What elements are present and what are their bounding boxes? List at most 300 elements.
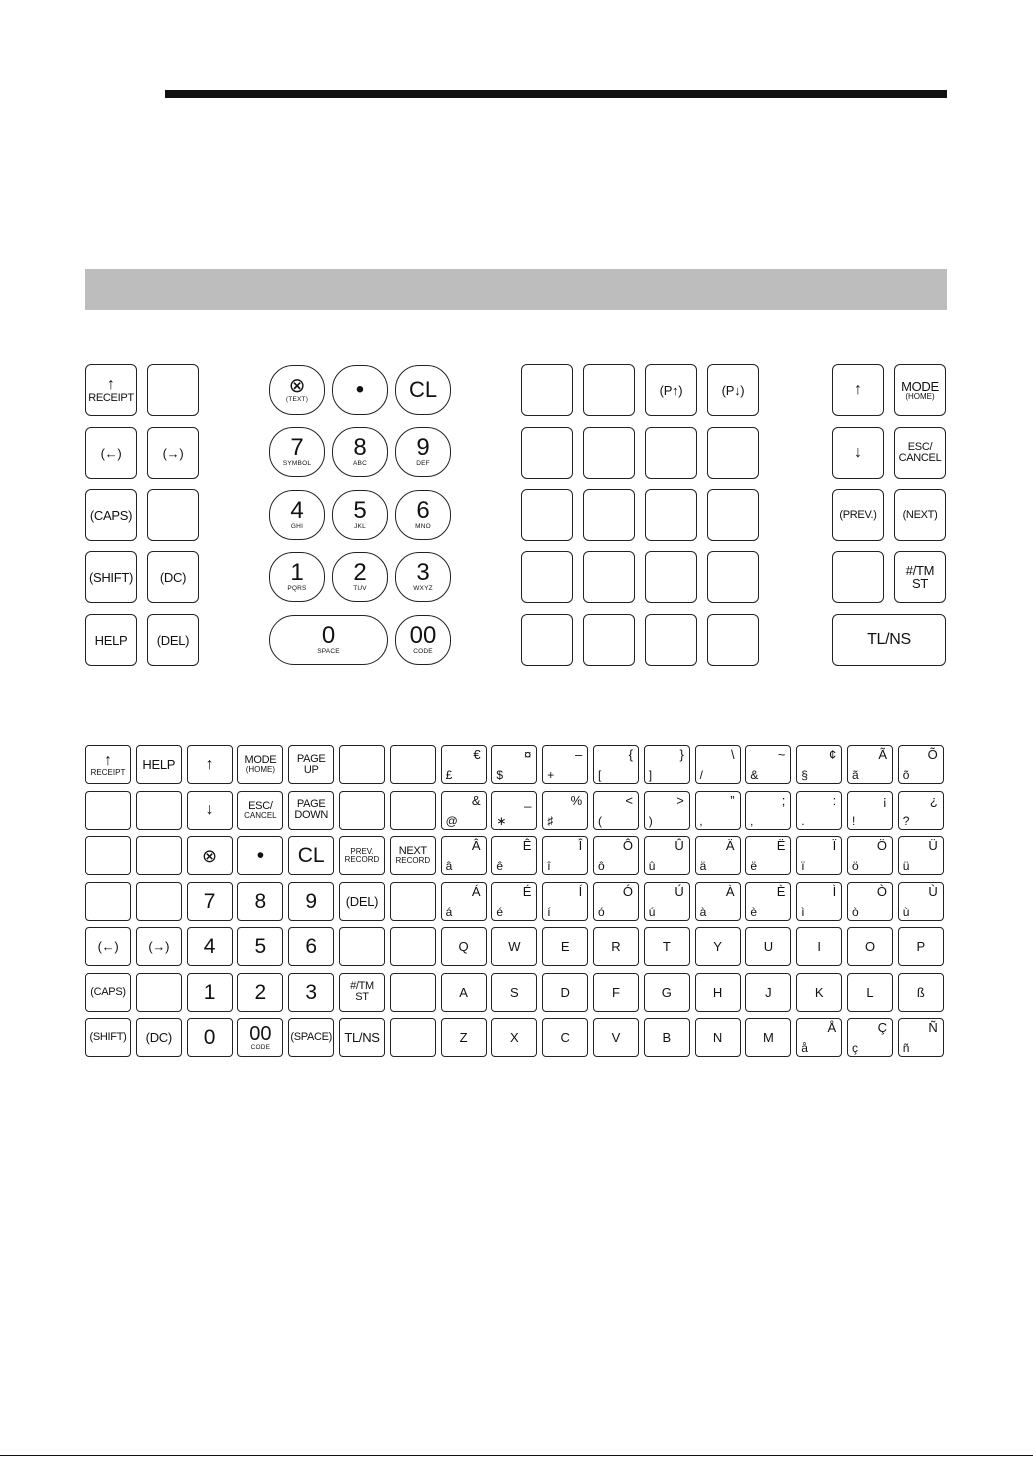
key-blank[interactable] — [390, 927, 436, 966]
key-lower-char: ç — [852, 1041, 858, 1055]
key-label: 3 — [305, 980, 318, 1004]
key-character[interactable] — [796, 791, 842, 830]
key-function[interactable] — [85, 927, 131, 966]
key-label: 00 — [249, 1022, 272, 1045]
key-blank[interactable] — [521, 364, 573, 416]
key-label: • — [256, 844, 265, 867]
key-label: PREV. — [350, 846, 374, 856]
key-lower-char: â — [445, 859, 453, 873]
key-character[interactable] — [593, 927, 639, 966]
key-character[interactable] — [644, 1018, 690, 1057]
key-character[interactable] — [745, 882, 791, 921]
key-blank[interactable] — [390, 882, 436, 921]
key-label: 4 — [203, 935, 216, 958]
key-character[interactable] — [898, 1018, 944, 1057]
key-function[interactable] — [288, 1018, 334, 1057]
key-character[interactable] — [745, 745, 791, 784]
circled-x-icon: ⊗ — [202, 845, 218, 866]
key-label: 7 — [203, 889, 216, 913]
key-character[interactable] — [644, 745, 690, 784]
key-blank[interactable] — [136, 791, 182, 830]
key-upper-char: Í — [578, 883, 583, 899]
key-character[interactable] — [441, 1018, 487, 1057]
key-character[interactable] — [491, 973, 537, 1012]
key-label: 8 — [254, 889, 267, 913]
key-character[interactable] — [847, 791, 893, 830]
key-function[interactable] — [288, 927, 334, 966]
key-function[interactable] — [187, 927, 233, 966]
key-blank[interactable] — [645, 614, 697, 666]
key-function[interactable] — [187, 745, 233, 784]
key-function[interactable] — [237, 745, 283, 784]
key-function[interactable] — [237, 973, 283, 1012]
key-blank[interactable] — [583, 427, 635, 479]
key-character[interactable] — [644, 836, 690, 875]
key-label: (→) — [148, 939, 170, 954]
key-letter: P — [916, 939, 926, 954]
key-blank[interactable] — [707, 427, 759, 479]
key-function[interactable] — [85, 1018, 131, 1057]
key-upper-char: Ô — [622, 838, 633, 853]
key-upper-char: Ç — [877, 1020, 887, 1035]
key-lower-char: í — [547, 904, 551, 919]
key-prev[interactable]: (PREV.) — [832, 489, 884, 541]
key-label: 5 — [254, 935, 267, 958]
key-blank[interactable] — [339, 745, 385, 784]
key-function[interactable] — [339, 973, 385, 1012]
key-5[interactable]: 5 JKL — [332, 490, 388, 540]
key-character[interactable] — [847, 882, 893, 921]
key-lower-char: @ — [445, 813, 458, 828]
key-blank[interactable] — [521, 551, 573, 603]
key-blank[interactable] — [85, 882, 131, 921]
key-upper-char: ” — [730, 792, 735, 808]
key-letter: G — [661, 984, 672, 1000]
key-dc[interactable]: (DC) — [147, 551, 199, 603]
key-function[interactable] — [187, 882, 233, 921]
key-blank[interactable] — [583, 364, 635, 416]
key-letter: R — [611, 939, 621, 954]
key-3[interactable]: 3 WXYZ — [395, 552, 451, 602]
key-character[interactable] — [695, 836, 741, 875]
key-tm-st[interactable]: #/TM ST — [894, 551, 946, 603]
key-upper-char: È — [776, 883, 786, 899]
key-character[interactable] — [593, 791, 639, 830]
key-lower-char: ñ — [902, 1041, 910, 1055]
key-character[interactable] — [898, 882, 944, 921]
key-blank[interactable] — [707, 614, 759, 666]
key-character[interactable] — [542, 836, 588, 875]
key-character[interactable] — [441, 973, 487, 1012]
key-character[interactable] — [695, 973, 741, 1012]
key-blank[interactable] — [390, 973, 436, 1012]
key-blank[interactable] — [85, 791, 131, 830]
key-function[interactable] — [390, 836, 436, 875]
up-arrow-icon: ↑ — [104, 751, 112, 769]
key-upper-char: Ò — [876, 883, 887, 899]
key-page[interactable] — [707, 364, 759, 416]
key-function[interactable] — [288, 791, 334, 830]
key-function[interactable] — [85, 973, 131, 1012]
key-upper-char: Å — [827, 1020, 837, 1035]
key-letter: Y — [713, 939, 722, 954]
key-upper-char: % — [570, 792, 583, 808]
key-1[interactable]: 1 PQRS — [269, 552, 325, 602]
key-character[interactable] — [745, 836, 791, 875]
key-function[interactable] — [187, 1018, 233, 1057]
key-left-arrow[interactable]: (←) — [85, 427, 137, 479]
key-lower-char: ) — [648, 813, 653, 828]
key-blank[interactable] — [136, 836, 182, 875]
key-lower-char: ü — [902, 859, 910, 873]
key-upper-char: } — [679, 747, 684, 762]
key-label: 2 — [254, 980, 267, 1004]
key-character[interactable] — [898, 791, 944, 830]
key-letter: M — [762, 1030, 774, 1045]
key-label: 9 — [305, 889, 318, 913]
key-character[interactable] — [796, 973, 842, 1012]
key-letter: E — [560, 939, 570, 954]
key-character[interactable] — [441, 882, 487, 921]
key-function[interactable] — [288, 882, 334, 921]
key-function[interactable] — [339, 1018, 385, 1057]
key-upper-char: ~ — [777, 747, 786, 762]
key-character[interactable] — [745, 791, 791, 830]
key-character[interactable] — [491, 791, 537, 830]
key-0[interactable]: 0 SPACE — [269, 615, 388, 665]
key-lower-char: ë — [750, 859, 758, 873]
section-band — [85, 269, 947, 310]
key-upper-char: – — [574, 747, 583, 762]
key-character[interactable] — [593, 1018, 639, 1057]
key-upper-char: € — [473, 747, 481, 762]
key-lower-char: ! — [852, 813, 856, 828]
key-blank[interactable] — [832, 551, 884, 603]
key-character[interactable] — [542, 927, 588, 966]
key-character[interactable] — [542, 1018, 588, 1057]
key-letter: D — [560, 984, 570, 1000]
key-character[interactable] — [796, 882, 842, 921]
key-character[interactable] — [796, 836, 842, 875]
key-character[interactable] — [542, 791, 588, 830]
key-letter: H — [712, 984, 723, 1000]
key-character[interactable] — [695, 791, 741, 830]
key-blank[interactable] — [339, 791, 385, 830]
key-upper-char: : — [832, 792, 837, 808]
key-character[interactable] — [898, 836, 944, 875]
key-lower-char: + — [547, 768, 555, 782]
key-character[interactable] — [796, 745, 842, 784]
key-sublabel: CANCEL — [244, 810, 277, 820]
key-upper-char: Õ — [927, 747, 938, 762]
key-lower-char: å — [801, 1041, 808, 1055]
key-cl[interactable]: CL — [395, 365, 451, 415]
key-lower-char: õ — [902, 768, 910, 782]
key-letter: S — [510, 984, 519, 1000]
key-character[interactable] — [898, 745, 944, 784]
key-character[interactable] — [441, 791, 487, 830]
key-lower-char: ò — [852, 904, 859, 919]
key-upper-char: Â — [471, 838, 481, 853]
key-blank[interactable] — [85, 836, 131, 875]
key-6[interactable]: 6 MNO — [395, 490, 451, 540]
key-next[interactable]: (NEXT) — [894, 489, 946, 541]
key-shift[interactable]: (SHIFT) — [85, 551, 137, 603]
key-7[interactable]: 7 SYMBOL — [269, 427, 325, 477]
key-function[interactable] — [288, 973, 334, 1012]
key-label: (SHIFT) — [89, 1031, 127, 1043]
key-caps[interactable]: (CAPS) — [85, 489, 137, 541]
key-lower-char: ã — [852, 768, 859, 782]
key-upper-char: Ó — [622, 883, 633, 899]
key-label: (SPACE) — [290, 1031, 333, 1043]
key-character[interactable] — [441, 927, 487, 966]
key-blank[interactable] — [583, 489, 635, 541]
key-sublabel: DOWN — [294, 809, 328, 821]
key-lower-char: [ — [598, 768, 602, 782]
key-tl-ns[interactable]: TL/NS — [832, 614, 946, 666]
key-lower-char: $ — [496, 768, 504, 782]
key-function[interactable] — [187, 973, 233, 1012]
key-upper-char: À — [725, 883, 735, 899]
key-blank[interactable] — [645, 551, 697, 603]
key-sublabel: (HOME) — [245, 765, 276, 774]
key-blank[interactable] — [521, 489, 573, 541]
key-upper-char: Ö — [876, 838, 887, 853]
key-character[interactable] — [745, 973, 791, 1012]
key-lower-char: £ — [445, 768, 453, 782]
key-blank[interactable] — [521, 427, 573, 479]
key-lower-char: ì — [801, 904, 805, 919]
key-lower-char: § — [801, 768, 808, 782]
key-2[interactable]: 2 TUV — [332, 552, 388, 602]
key-decimal-point[interactable]: • — [332, 365, 388, 415]
key-function[interactable] — [187, 791, 233, 830]
key-function[interactable] — [288, 836, 334, 875]
key-label: 0 — [203, 1026, 216, 1049]
key-blank[interactable] — [583, 614, 635, 666]
key-upper-char: Ä — [725, 838, 735, 853]
key-upper-char: Ñ — [928, 1020, 938, 1035]
key-page[interactable] — [645, 364, 697, 416]
key-8[interactable]: 8 ABC — [332, 427, 388, 477]
key-label: NEXT — [398, 845, 427, 857]
key-00[interactable]: 00 CODE — [395, 615, 451, 665]
key-lower-char: ö — [852, 859, 859, 873]
key-blank[interactable] — [521, 614, 573, 666]
key-upper-char: ¡ — [882, 792, 887, 808]
key-function[interactable] — [85, 745, 131, 784]
key-character[interactable] — [898, 973, 944, 1012]
key-function[interactable] — [237, 836, 283, 875]
key-character[interactable] — [745, 927, 791, 966]
key-character[interactable] — [695, 745, 741, 784]
key-text[interactable]: ⊗ (TEXT) — [269, 365, 325, 415]
key-lower-char: ‚ — [699, 813, 703, 828]
key-lower-char: . — [801, 813, 805, 828]
key-label: TL/NS — [344, 1030, 380, 1045]
key-lower-char: ? — [902, 813, 910, 828]
key-lower-char: î — [547, 859, 551, 873]
key-blank[interactable] — [136, 973, 182, 1012]
key-character[interactable] — [695, 882, 741, 921]
key-function[interactable] — [187, 836, 233, 875]
key-blank[interactable] — [707, 489, 759, 541]
key-blank[interactable] — [645, 489, 697, 541]
key-character[interactable] — [593, 745, 639, 784]
key-upper-char: Î — [578, 838, 583, 853]
key-character[interactable] — [542, 745, 588, 784]
key-letter: I — [817, 939, 821, 954]
key-character[interactable] — [593, 973, 639, 1012]
key-blank[interactable] — [390, 745, 436, 784]
key-character[interactable] — [491, 836, 537, 875]
key-character[interactable] — [898, 927, 944, 966]
key-blank[interactable] — [339, 927, 385, 966]
key-up-arrow[interactable] — [832, 364, 884, 416]
key-character[interactable] — [644, 882, 690, 921]
key-lower-char: à — [699, 904, 707, 919]
key-letter: L — [866, 984, 874, 1000]
key-character[interactable] — [847, 836, 893, 875]
key-label: PAGE — [296, 798, 326, 810]
key-lower-char: / — [699, 768, 703, 782]
key-character[interactable] — [542, 973, 588, 1012]
key-upper-char: Á — [471, 883, 481, 899]
key-help[interactable]: HELP — [85, 614, 137, 666]
key-lower-char: ∗ — [496, 813, 507, 828]
key-character[interactable] — [847, 973, 893, 1012]
key-character[interactable] — [644, 973, 690, 1012]
key-blank[interactable] — [390, 791, 436, 830]
key-letter: N — [712, 1030, 723, 1045]
key-character[interactable] — [644, 927, 690, 966]
key-character[interactable] — [593, 836, 639, 875]
key-character[interactable] — [491, 927, 537, 966]
key-letter: X — [510, 1030, 519, 1045]
key-letter: O — [864, 939, 876, 954]
key-character[interactable] — [847, 1018, 893, 1057]
key-function[interactable] — [237, 791, 283, 830]
key-function[interactable] — [339, 836, 385, 875]
key-character[interactable] — [593, 882, 639, 921]
key-label: (←) — [97, 939, 119, 954]
key-4[interactable]: 4 GHI — [269, 490, 325, 540]
key-character[interactable] — [491, 745, 537, 784]
key-upper-char: ¢ — [828, 747, 837, 762]
key-letter: W — [508, 939, 521, 954]
key-sublabel: RECORD — [395, 856, 431, 865]
circled-x-icon: ⊗ — [288, 375, 306, 398]
key-character[interactable] — [695, 927, 741, 966]
key-function[interactable] — [237, 1018, 283, 1057]
key-letter: V — [611, 1030, 621, 1045]
key-blank[interactable] — [147, 489, 199, 541]
key-blank[interactable] — [645, 427, 697, 479]
key-sublabel: ST — [355, 991, 369, 1003]
key-label: MODE — [244, 754, 277, 766]
key-letter: Q — [458, 939, 469, 954]
key-character[interactable] — [441, 745, 487, 784]
key-function[interactable] — [339, 882, 385, 921]
key-function[interactable] — [288, 745, 334, 784]
up-arrow-icon: ↑ — [107, 375, 115, 393]
key-blank[interactable] — [147, 364, 199, 416]
key-character[interactable] — [745, 1018, 791, 1057]
key-lower-char: á — [445, 904, 453, 919]
key-character[interactable] — [796, 1018, 842, 1057]
key-right-arrow[interactable]: (→) — [147, 427, 199, 479]
key-upper-char: Ë — [776, 838, 786, 853]
key-upper-char: Û — [674, 838, 684, 853]
key-del[interactable]: (DEL) — [147, 614, 199, 666]
key-letter: J — [765, 984, 772, 1000]
key-function[interactable] — [136, 745, 182, 784]
key-character[interactable] — [644, 791, 690, 830]
key-upper-char: ¿ — [929, 792, 938, 808]
key-character[interactable] — [441, 836, 487, 875]
key-lower-char: ù — [902, 904, 910, 919]
key-letter: F — [612, 984, 620, 1000]
key-character[interactable] — [542, 882, 588, 921]
key-character[interactable] — [796, 927, 842, 966]
key-function[interactable] — [136, 1018, 182, 1057]
key-9[interactable]: 9 DEF — [395, 427, 451, 477]
key-blank[interactable] — [390, 1018, 436, 1057]
key-lower-char: ô — [598, 859, 605, 873]
key-label: 6 — [305, 935, 318, 958]
key-down-arrow[interactable] — [832, 427, 884, 479]
key-sublabel: RECORD — [344, 854, 380, 864]
key-receipt[interactable]: ↑ RECEIPT — [85, 364, 137, 416]
key-blank[interactable] — [136, 882, 182, 921]
key-letter: Z — [459, 1030, 468, 1045]
key-blank[interactable] — [583, 551, 635, 603]
key-blank[interactable] — [707, 551, 759, 603]
key-lower-char: è — [750, 904, 758, 919]
key-lower-char: ê — [496, 859, 504, 873]
key-function[interactable] — [136, 927, 182, 966]
key-letter: T — [662, 939, 671, 954]
key-upper-char: & — [471, 792, 481, 808]
key-character[interactable] — [695, 1018, 741, 1057]
key-label: 1 — [203, 980, 216, 1004]
key-character[interactable] — [847, 927, 893, 966]
key-label: (DC) — [145, 1030, 172, 1045]
key-character[interactable] — [847, 745, 893, 784]
key-label: CL — [297, 844, 325, 867]
key-letter: A — [459, 984, 468, 1000]
key-function[interactable] — [237, 927, 283, 966]
key-upper-char: É — [522, 883, 532, 899]
key-label: HELP — [142, 757, 176, 772]
key-letter: U — [763, 939, 774, 954]
down-arrow-icon: ↓ — [205, 801, 214, 818]
key-lower-char: ó — [598, 904, 605, 919]
key-lower-char: ‚ — [750, 813, 754, 828]
key-upper-char: Ù — [928, 883, 938, 899]
key-character[interactable] — [491, 1018, 537, 1057]
key-lower-char: ( — [598, 813, 602, 828]
key-label: (DEL) — [345, 893, 379, 909]
key-label: ESC/ — [248, 799, 273, 812]
key-label: (CAPS) — [90, 985, 126, 998]
key-esc-cancel[interactable]: ESC/ CANCEL — [894, 427, 946, 479]
key-function[interactable] — [237, 882, 283, 921]
key-upper-char: Ü — [928, 838, 938, 853]
key-mode[interactable]: MODE (HOME) — [894, 364, 946, 416]
key-character[interactable] — [491, 882, 537, 921]
